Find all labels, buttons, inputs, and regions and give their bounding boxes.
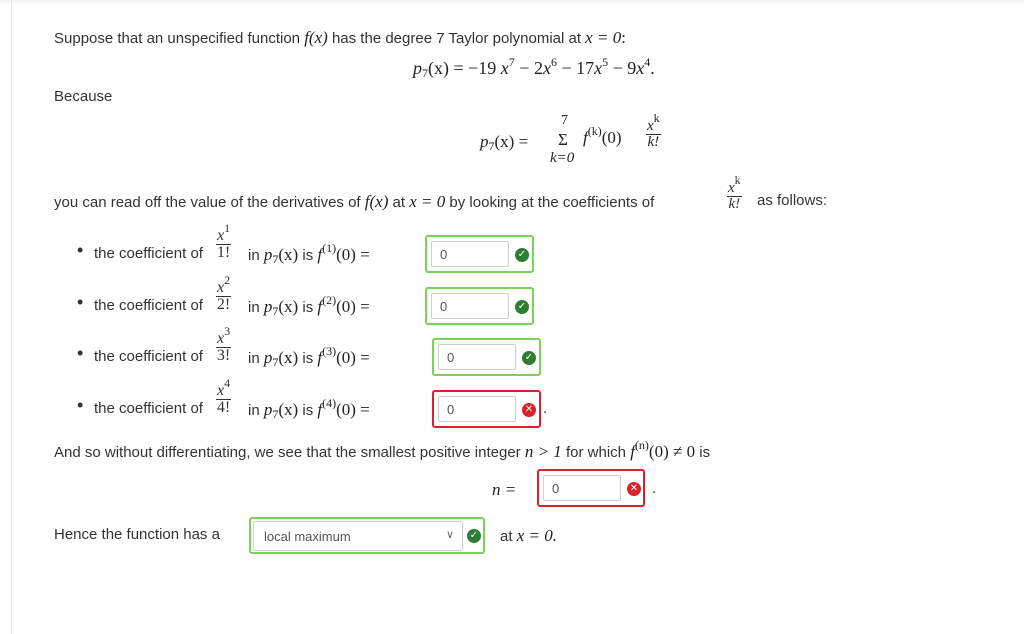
intro-x-eq-0: x = 0 [585, 28, 622, 47]
p-arg: (x) [278, 245, 299, 264]
conclusion-n-gt-1: n > 1 [524, 442, 562, 461]
poly-t4-exp: 4 [644, 55, 651, 69]
readoff-fraction [727, 173, 742, 212]
poly-lhs: p [413, 58, 422, 78]
poly-t2-exp: 6 [550, 55, 557, 69]
in-word: in [248, 350, 260, 367]
derivative-eq: (0) = [336, 400, 370, 419]
poly-t4-coef: − 9 [612, 58, 637, 78]
p-subscript: 7 [272, 407, 279, 421]
hence-at-sentence [500, 526, 557, 546]
derivative-answer-box [425, 235, 534, 273]
sum-fraction [646, 111, 661, 150]
fraction-x: x [217, 330, 225, 347]
conclusion-text-a: And so without differentiating, we see that the smallest positive integer [54, 444, 521, 461]
derivative-eq: (0) = [336, 297, 370, 316]
checkmark-icon: ✓ [522, 351, 536, 365]
poly-t1-exp: 7 [508, 55, 515, 69]
derivative-order: (2) [322, 293, 337, 307]
is-word: is [302, 350, 314, 367]
readoff-text-c: as follows: [757, 192, 828, 209]
extremum-select-value: local maximum [264, 529, 351, 544]
coefficient-lead: the coefficient of [94, 297, 203, 314]
derivative-order: (1) [322, 241, 337, 255]
is-word: is [302, 247, 314, 264]
p-subscript: 7 [272, 252, 279, 266]
n-answer-input[interactable] [543, 475, 621, 501]
checkmark-icon: ✓ [515, 248, 529, 262]
poly-t3-exp: 5 [602, 55, 609, 69]
readoff-fx: f(x) [364, 192, 389, 211]
readoff-frac-den: k! [728, 196, 741, 212]
is-word: is [302, 299, 314, 316]
left-divider [11, 0, 12, 634]
sum-lhs-sub: 7 [488, 139, 495, 153]
p-arg: (x) [278, 348, 299, 367]
derivative-answer-box [425, 287, 534, 325]
because-label: Because [54, 88, 113, 105]
sigma-symbol: Σ [558, 130, 568, 149]
in-word: in [248, 247, 260, 264]
extremum-select[interactable] [253, 521, 463, 551]
poly-t4-var: x [636, 58, 645, 78]
readoff-text-b: by looking at the coefficients of [449, 194, 655, 211]
sum-f: f [583, 128, 588, 147]
poly-lhs-sub: 7 [422, 66, 428, 80]
conclusion-f: f [630, 442, 635, 461]
hence-text: Hence the function has a [54, 526, 220, 543]
readoff-text-a: you can read off the value of the derivatives of [54, 194, 361, 211]
conclusion-f-rest: (0) ≠ 0 [648, 442, 696, 461]
checkmark-icon: ✓ [467, 529, 481, 543]
sum-lhs-arg: (x) = [494, 132, 529, 151]
poly-period: . [650, 58, 655, 78]
chevron-down-icon: ∨ [445, 529, 454, 541]
conclusion-text-b: for which [565, 444, 627, 461]
coefficient-expression [248, 293, 370, 318]
f-symbol: f [317, 297, 323, 316]
p-subscript: 7 [272, 355, 279, 369]
intro-colon: : [621, 28, 626, 47]
row-period: . [543, 400, 548, 417]
is-word: is [302, 402, 314, 419]
derivative-answer-input[interactable] [431, 241, 509, 267]
fraction-x: x [217, 382, 225, 399]
intro-fx: f(x) [304, 28, 328, 47]
sum-f-order: (k) [587, 124, 602, 138]
p-symbol: p [263, 245, 273, 264]
list-bullet: • [77, 343, 84, 363]
p-arg: (x) [278, 297, 299, 316]
coefficient-expression [248, 241, 370, 266]
sum-frac-num: x [647, 118, 654, 134]
intro-text-b: has the degree 7 Taylor polynomial at [331, 30, 581, 47]
sum-lower-limit: k=0 [550, 150, 575, 166]
p-symbol: p [263, 297, 273, 316]
conclusion-f-order: (n) [634, 438, 649, 452]
fraction-factorial: 1! [216, 244, 231, 261]
sum-frac-num-sup: k [653, 111, 660, 125]
f-symbol: f [317, 245, 323, 264]
sum-frac-den: k! [647, 134, 660, 150]
sum-lhs: p [480, 132, 489, 151]
poly-t2-coef: − 2 [519, 58, 543, 78]
readoff-frac-num: x [728, 180, 735, 196]
list-bullet: • [77, 240, 84, 260]
poly-t2-var: x [542, 58, 551, 78]
coefficient-fraction [216, 273, 231, 313]
derivative-answer-input[interactable] [438, 396, 516, 422]
coefficient-expression [248, 396, 370, 421]
poly-t1-var: x [500, 58, 509, 78]
readoff-at: at [392, 194, 406, 211]
hence-at: at [500, 528, 513, 545]
p-subscript: 7 [272, 304, 279, 318]
intro-sentence [54, 28, 626, 48]
fraction-factorial: 3! [216, 347, 231, 364]
conclusion-text-c: is [699, 444, 711, 461]
fraction-power: 4 [224, 376, 231, 390]
p-symbol: p [263, 348, 273, 367]
in-word: in [248, 402, 260, 419]
poly-t3-coef: − 17 [561, 58, 595, 78]
derivative-answer-input[interactable] [431, 293, 509, 319]
n-answer-box [537, 469, 645, 507]
fraction-x: x [217, 227, 225, 244]
p-symbol: p [263, 400, 273, 419]
derivative-eq: (0) = [336, 245, 370, 264]
fraction-factorial: 2! [216, 296, 231, 313]
conclusion-sentence [54, 438, 711, 462]
taylor-sum-formula [480, 110, 700, 170]
readoff-frac-num-sup: k [734, 173, 741, 187]
list-bullet: • [77, 292, 84, 312]
coefficient-expression [248, 344, 370, 369]
readoff-x-eq-0: x = 0 [409, 192, 446, 211]
checkmark-icon: ✓ [515, 300, 529, 314]
poly-t3-var: x [594, 58, 603, 78]
coefficient-fraction [216, 376, 231, 416]
top-bar [0, 0, 1024, 5]
coefficient-lead: the coefficient of [94, 245, 203, 262]
derivative-order: (4) [322, 396, 337, 410]
n-answer-period: . [652, 480, 657, 497]
fraction-factorial: 4! [216, 399, 231, 416]
fraction-x: x [217, 279, 225, 296]
derivative-answer-box [432, 390, 541, 428]
x-mark-icon: ✕ [522, 403, 536, 417]
f-symbol: f [317, 400, 323, 419]
list-bullet: • [77, 395, 84, 415]
poly-lhs-arg: (x) = −19 [428, 58, 497, 78]
coefficient-fraction [216, 221, 231, 261]
fraction-power: 1 [224, 221, 231, 235]
coefficient-lead: the coefficient of [94, 400, 203, 417]
sum-f-arg: (0) [601, 128, 622, 147]
in-word: in [248, 299, 260, 316]
coefficient-lead: the coefficient of [94, 348, 203, 365]
extremum-answer-box [249, 517, 485, 554]
fraction-power: 2 [224, 273, 231, 287]
sum-upper-limit: 7 [561, 113, 568, 128]
x-mark-icon: ✕ [627, 482, 641, 496]
coefficient-fraction [216, 324, 231, 364]
n-answer-label: n = [492, 480, 517, 499]
derivative-eq: (0) = [336, 348, 370, 367]
intro-text-a: Suppose that an unspecified function [54, 30, 301, 47]
taylor-polynomial [413, 55, 655, 80]
p-arg: (x) [278, 400, 299, 419]
f-symbol: f [317, 348, 323, 367]
derivative-answer-box [432, 338, 541, 376]
derivative-order: (3) [322, 344, 337, 358]
readoff-sentence [54, 192, 654, 212]
derivative-answer-input[interactable] [438, 344, 516, 370]
hence-x-eq-0: x = 0. [516, 526, 557, 545]
fraction-power: 3 [224, 324, 231, 338]
